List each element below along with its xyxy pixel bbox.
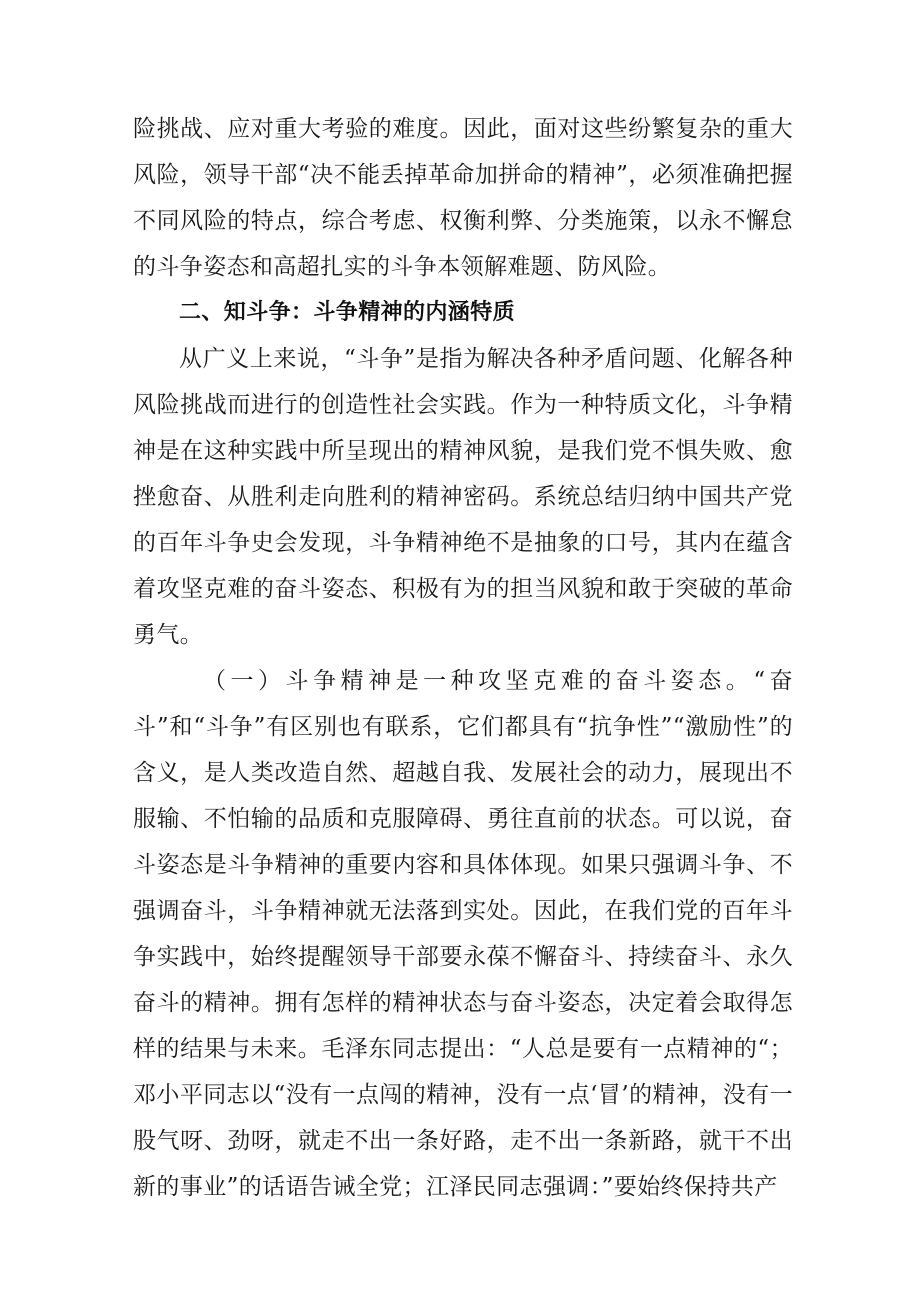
body-paragraph: 从广义上来说，“斗争”是指为解决各种矛盾问题、化解各种风险挑战而进行的创造性社会实践。作为一种特质文化，斗争精神是在这种实践中所呈现出的精神风貌，是我们党不惧失败、愈挫愈奋、从胜利走向胜利的精神密码。系统总结归纳中国共产党的百年斗争史会发现，斗争精神绝不是抽象的口号，其内在蕴含着攻坚克难的奋斗姿态、积极有为的担当风貌和敢于突破的革命勇气。 bbox=[133, 346, 793, 648]
body-paragraph-continued: 险挑战、应对重大考验的难度。因此，面对这些纷繁复杂的重大风险，领导干部“决不能丢掉革命加拼命的精神”，必须准确把握不同风险的特点，综合考虑、权衡利弊、分类施策，以永不懈怠的斗争姿态和高超扎实的斗争本领解难题、防风险。 bbox=[133, 116, 793, 280]
section-heading: 二、知斗争：斗争精神的内涵特质 bbox=[179, 300, 516, 325]
document-page bbox=[133, 106, 793, 1210]
subsection-paragraph: （一）斗争精神是一种攻坚克难的奋斗姿态。“奋斗”和“斗争”有区别也有联系，它们都具有“抗争性”“激励性”的含义，是人类改造自然、超越自我、发展社会的动力，展现出不服输、不怕输的品质和克服障碍、勇往直前的状态。可以说，奋斗姿态是斗争精神的重要内容和具体体现。如果只强调斗争、不强调奋斗，斗争精神就无法落到实处。因此，在我们党的百年斗争实践中，始终提醒领导干部要永葆不懈奋斗、持续奋斗、永久奋斗的精神。拥有怎样的精神状态与奋斗姿态，决定着会取得怎样的结果与未来。毛泽东同志提出：“人总是要有一点精神的“；邓小平同志以“没有一点闯的精神，没有一点‘冒’的精神，没有一股气呀、劲呀，就走不出一条好路，走不出一条新路，就干不出新的事业”的话语告诫全党；江泽民同志强调：”要始终保持共产 bbox=[133, 668, 793, 1200]
